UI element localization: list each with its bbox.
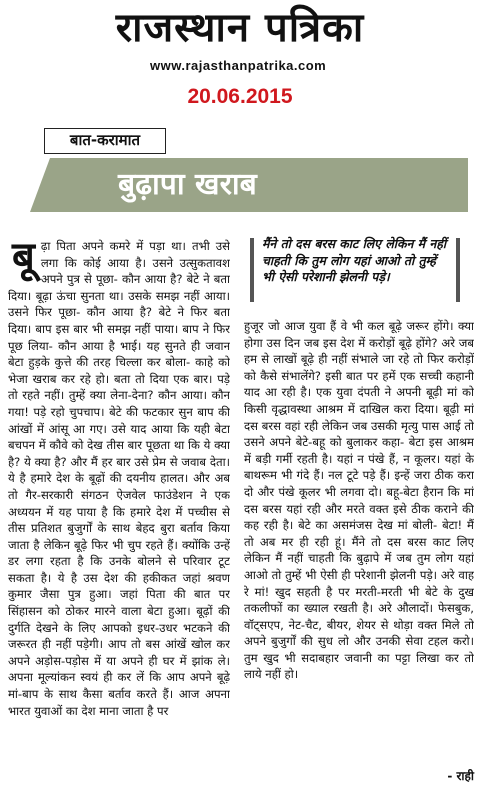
author-byline: - राही	[447, 769, 474, 783]
pull-quote	[250, 236, 460, 306]
article-body-left	[8, 238, 230, 784]
column-kicker: बात-करामात	[44, 128, 166, 154]
drop-cap: बू	[12, 238, 35, 280]
pull-quote-bar-left	[250, 238, 254, 302]
newspaper-url[interactable]: www.rajasthanpatrika.com	[150, 58, 327, 73]
right-column-text: हुजूर जो आज युवा हैं वे भी कल बूढ़े जरूर होंगे। क्या होगा उस दिन जब इस देश में करोड़ों बूढ़े होंगे? अरे जब हम से लाखों बूढ़े ही नहीं संभाले जा रहे तो फिर करोड़ों को कैसे संभालेंगे? इसी बात पर हमें एक सच्ची कहानी याद आ रही है। एक युवा दंपती ने अपनी बूढ़ी मां को किसी वृद्धावस्था आश्रम में दाखिल करा दिया। बूढ़ी मां दस बरस वहां रही लेकिन जब उसकी मृत्यु पास आई तो उसने अपने बेटे-बहू को बुलाकर कहा- बेटा इस आश्रम में बड़ी गर्मी रहती है। यहां न पंखे हैं, न कूलर। यहां के बाथरूम भी गंदे हैं। नल टूटे पड़े हैं। इन्हें जरा ठीक करा दो और पंखे कूलर भी लगवा दो। बहू-बेटा हैरान कि मां दस बरस यहां रही और मरते वक्त इसे ठीक कराने की कह रही है। बेटे का असमंजस देख मां बोली- बेटा! मैं तो अब मर ही रही हूं। मैंने तो दस बरस काट लिए लेकिन मैं नहीं चाहती कि बुढ़ापे में जब तुम लोग यहां आओ तो तुम्हें भी ऐसी ही परेशानी झेलनी पड़े। अरे वाह रे मां! खुद सहती है पर मरती-मरती भी बेटे के दुख तकलीफों का ख्याल रखती है। अरे औलादों। फेसबुक, वॉट्सएप, नेट-चैट, बीयर, शेयर से थोड़ा वक्त मिले तो अपने बुजुर्गों की सुध लो और उनकी सेवा टहल करो। तुम खुद भी सदाबहार जवानी का पट्टा लिखा कर तो लाये नहीं हो।	[244, 319, 474, 682]
article-body-right	[244, 318, 474, 784]
pull-quote-bar-right	[456, 238, 460, 302]
pull-quote-text: मैंने तो दस बरस काट लिए लेकिन मैं नहीं चाहती कि तुम लोग यहां आओ तो तुम्हें भी ऐसी परेशानी झेलनी पड़े।	[262, 236, 447, 284]
newspaper-name: राजस्थान पत्रिका	[115, 4, 365, 51]
article-headline: बुढ़ापा खराब	[118, 167, 257, 202]
headline-band	[30, 158, 468, 212]
left-column-text: ढ़ा पिता अपने कमरे में पड़ा था। तभी उसे लगा कि कोई आया है। उसने उत्सुकतावश अपने पुत्र से पूछा- कौन आया है? बेटे ने बता दिया। बूढ़ा ऊंचा सुनता था। उसके समझ नहीं आया। उसने फिर पूछा- कौन आया है? बेटे ने फिर बता दिया। बाप इस बार भी समझ नहीं पाया। बाप ने फिर पूछ लिया- कौन आया है भाई। यह सुनते ही जवान बेटा हुड़के कुत्ते की तरह चिल्ला कर बोला- काहे को भेजा खराब कर रहे हो। बता तो दिया एक बार। पड़े तो रहते नहीं। तुम्हें क्या लेना-देना? कौन आया। कौन गया! पड़े रहो चुपचाप। बेटे की फटकार सुन बाप की आंखों में आंसू आ गए। उसे याद आया कि यही बेटा बचपन में कौवे को देख तीस बार पूछता था कि ये क्या है? ये क्या है? और मैं हर बार उसे प्रेम से जवाब देता। ये है हमारे देश के बूढ़ों की दयनीय हालत। और अब तो गैर-सरकारी संगठन ऐजवेल फाउंडेशन ने एक अध्ययन में यह पाया है कि हमारे देश में पच्चीस से तीस प्रतिशत बुजुर्गों के साथ बेहद बुरा बर्ताव किया जाता है लेकिन बूढ़े फिर भी चुप रहते हैं। क्योंकि उन्हें डर लगा रहता है कि उनके बोलने से परिवार टूट सकता है। ये है उस देश की हकीकत जहां श्रवण कुमार जैसा पुत्र हुआ। जहां पिता की बात पर सिंहासन को ठोकर मारने वाला बेटा हुआ। बूढ़ों की दुर्गति देखने के लिए आपको इधर-उधर भटकने की जरूरत ही नहीं पड़ेगी। आप तो बस आंखें खोल कर अपने अड़ोस-पड़ोस में या अपने ही घर में झांक ले। अपना मूल्यांकन स्वयं ही कर लें कि आप अपने बूढ़े मां-बाप के साथ कैसा बर्ताव करते हैं। आज अपना भारत युवाओं का देश माना जाता है पर	[8, 239, 230, 718]
publication-date: 20.06.2015	[187, 85, 293, 108]
